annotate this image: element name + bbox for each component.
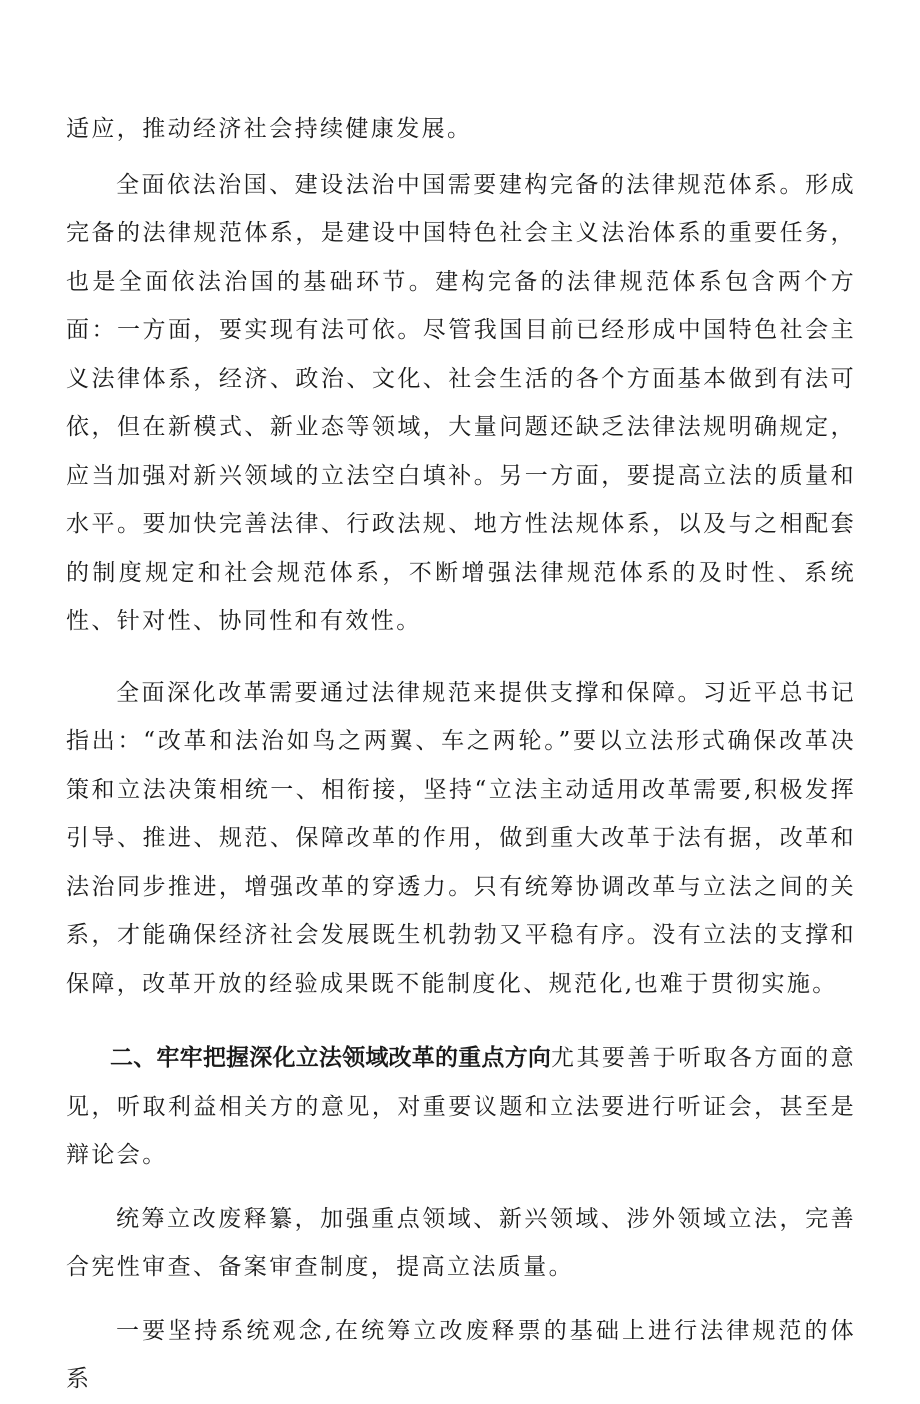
paragraph-5: 统筹立改废释纂，加强重点领域、新兴领域、涉外领域立法，完善合宪性审查、备案审查制度，提高立法质量。: [66, 1205, 856, 1280]
paragraph-3: 全面深化改革需要通过法律规范来提供支撑和保障。习近平总书记指出：“改革和法治如鸟之两翼、车之两轮。”要以立法形式确保改革决策和立法决策相统一、相衔接，坚持“立法主动适用改革需要,积极发挥引导、推进、规范、保障改革的作用，做到重大改革于法有据，改革和法治同步推进，增强改革的穿透力。只有统筹协调改革与立法之间的关系，才能确保经济社会发展既生机勃勃又平稳有序。没有立法的支撑和保障，改革开放的经验成果既不能制度化、规范化,也难于贯彻实施。: [66, 679, 856, 997]
paragraph-2: 全面依法治国、建设法治中国需要建构完备的法律规范体系。形成完备的法律规范体系，是建设中国特色社会主义法治体系的重要任务，也是全面依法治国的基础环节。建构完备的法律规范体系包含两个方面：一方面，要实现有法可依。尽管我国目前已经形成中国特色社会主义法律体系，经济、政治、文化、社会生活的各个方面基本做到有法可依，但在新模式、新业态等领域，大量问题还缺乏法律法规明确规定，应当加强对新兴领域的立法空白填补。另一方面，要提高立法的质量和水平。要加快完善法律、行政法规、地方性法规体系，以及与之相配套的制度规定和社会规范体系，不断增强法律规范体系的及时性、系统性、针对性、协同性和有效性。: [66, 171, 856, 634]
paragraph-1: 适应，推动经济社会持续健康发展。: [66, 116, 473, 142]
paragraph-4-text: 尤其要善于听取各方面的意见，听取利益相关方的意见，对重要议题和立法要进行听证会，甚至是辩论会。: [66, 1045, 856, 1168]
paragraph-6: 一要坚持系统观念,在统筹立改废释票的基础上进行法律规范的体系: [66, 1317, 856, 1392]
paragraph-4: [66, 1034, 856, 1180]
section-heading: 二、牢牢把握深化立法领域改革的重点方向: [110, 1045, 552, 1071]
